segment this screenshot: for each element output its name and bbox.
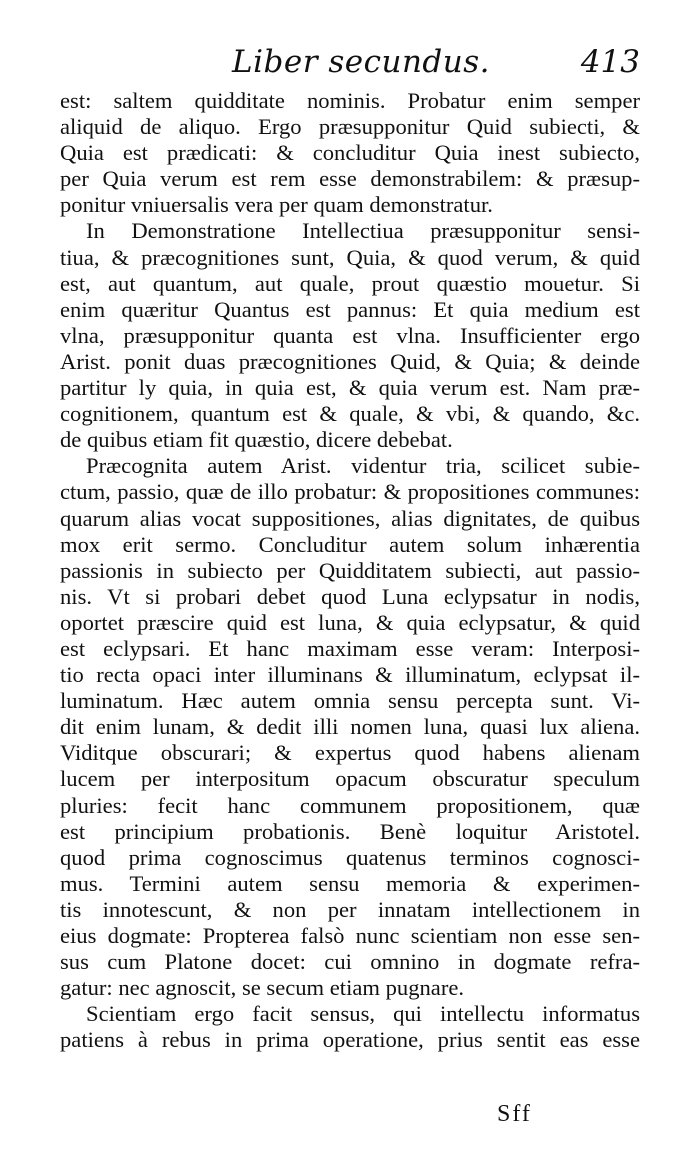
text-line: cognitionem, quantum est & quale, & vbi, & quando, &c. [60,401,640,427]
text-line: ponitur vniuersalis vera per quam demonstratur. [60,192,493,218]
text-line: Viditque obscurari; & expertus quod habens alienam [60,740,640,766]
text-line: sus cum Platone docet: cui omnino in dogmate refra- [60,949,640,975]
running-head [60,44,640,84]
text-line: est, aut quantum, aut quale, prout quæstio mouetur. Si [60,270,640,296]
text-line: de quibus etiam fit quæstio, dicere debebat. [60,427,453,453]
text-line: dit enim lunam, & dedit illi nomen luna, quasi lux aliena. [60,714,640,740]
paragraph [60,88,640,218]
text-line: quod prima cognoscimus quatenus terminos cognosci- [60,844,640,870]
text-line: luminatum. Hæc autem omnia sensu percepta sunt. Vi- [60,688,640,714]
text-line: tis innotescunt, & non per innatam intellectionem in [60,896,640,922]
text-line: aliquid de aliquo. Ergo præsupponitur Quid subiecti, & [60,114,640,140]
paragraph [60,453,640,1001]
text-line: eius dogmate: Propterea falsò nunc scientiam non esse sen- [60,923,640,948]
text-line: est eclypsari. Et hanc maximam esse veram: Interposi- [60,635,640,661]
text-line: est: saltem quidditate nominis. Probatur enim semper [60,88,640,113]
text-line: pluries: fecit hanc communem propositionem, quæ [60,792,640,818]
text-line: lucem per interpositum opacum obscuratur speculum [60,766,640,792]
paragraph [60,218,640,453]
running-title: Liber secundus. [232,44,490,80]
body-text [60,88,640,1053]
text-line: Præcognita autem Arist. videntur tria, scilicet subie- [86,453,640,479]
text-line: ctum, passio, quæ de illo probatur: & propositiones communes: [60,479,640,505]
text-line: vlna, præsupponitur quanta est vlna. Insufficienter ergo [60,322,640,348]
text-line: tiua, & præcognitiones sunt, Quia, & quod verum, & quid [60,244,640,270]
text-line: passionis in subiecto per Quidditatem subiecti, aut passio- [60,557,640,583]
text-line: Quia est prædicati: & concluditur Quia inest subiecto, [60,140,640,166]
text-line: mus. Termini autem sensu memoria & experimen- [60,870,640,896]
text-line: patiens à rebus in prima operatione, prius sentit eas esse [60,1027,640,1053]
text-line: quarum alias vocat suppositiones, alias dignitates, de quibus [60,505,640,531]
text-line: In Demonstratione Intellectiua præsupponitur sensi- [86,218,640,244]
text-line: enim quæritur Quantus est pannus: Et quia medium est [60,296,640,322]
text-line: per Quia verum est rem esse demonstrabilem: & præsup- [60,166,640,192]
text-line: est principium probationis. Benè loquitur Aristotel. [60,818,640,844]
text-line: nis. Vt si probari debet quod Luna eclypsatur in nodis, [60,583,640,609]
paragraph [60,1001,640,1053]
text-line: tio recta opaci inter illuminans & illuminatum, eclypsat il- [60,662,640,688]
text-line: mox erit sermo. Concluditur autem solum inhærentia [60,531,640,557]
page-number: 413 [580,44,640,80]
text-line: Scientiam ergo facit sensus, qui intellectu informatus [86,1001,640,1027]
signature-mark: Sff [497,1101,532,1127]
text-line: oportet præscire quid est luna, & quia eclypsatur, & quid [60,609,640,635]
text-line: Arist. ponit duas præcognitiones Quid, & Quia; & deinde [60,348,640,374]
text-line: partitur ly quia, in quia est, & quia verum est. Nam præ- [60,375,640,401]
text-line: gatur: nec agnoscit, se secum etiam pugnare. [60,975,465,1001]
